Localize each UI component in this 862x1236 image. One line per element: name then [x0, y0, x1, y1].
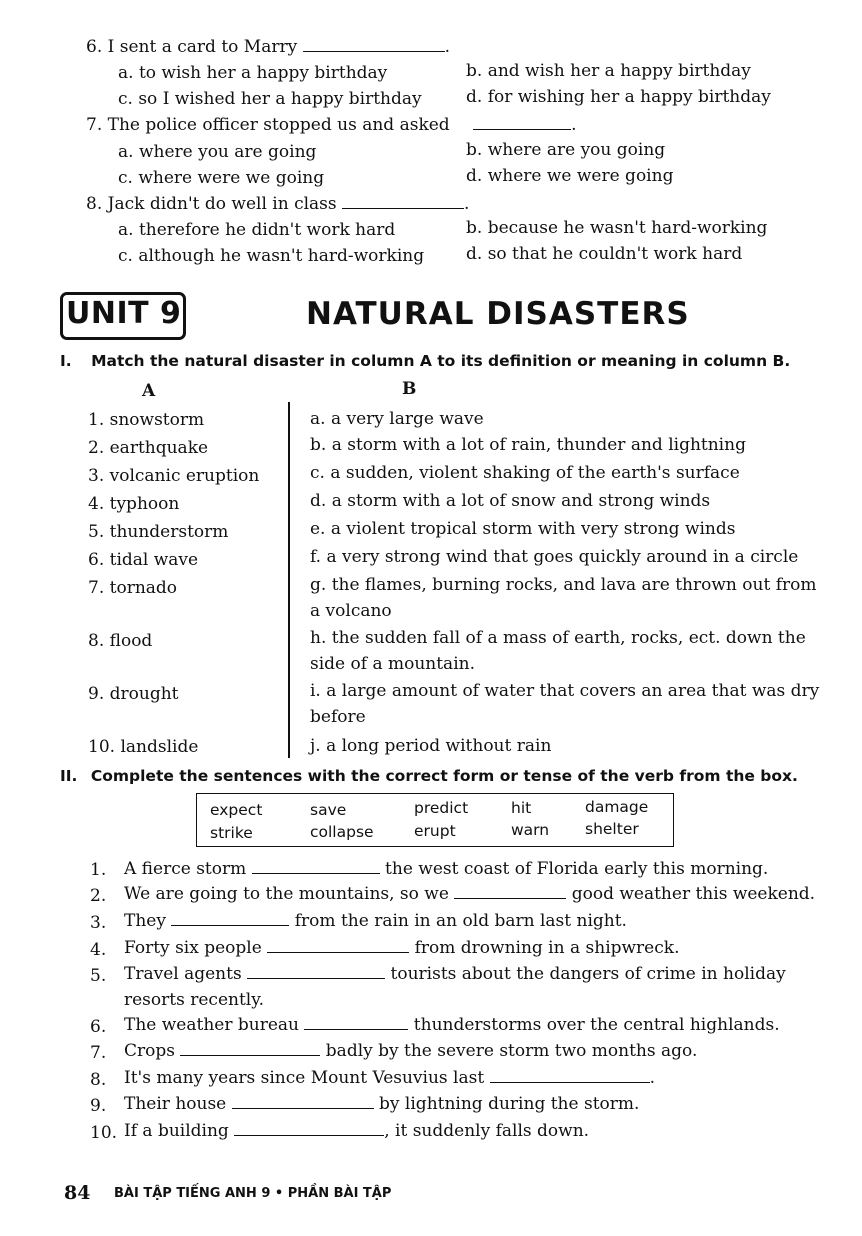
sentence-text-before: Travel agents	[124, 964, 242, 984]
sentence-3	[124, 911, 627, 931]
answer-blank	[232, 1094, 374, 1109]
sentence-number: 9.	[90, 1096, 107, 1116]
section-numeral: II.	[60, 767, 78, 785]
word-item: strike	[210, 824, 253, 842]
sentence-text-after: by lightning during the storm.	[379, 1094, 640, 1114]
list-item: b. a storm with a lot of rain, thunder and lightning	[310, 435, 746, 455]
word-item: warn	[511, 821, 550, 839]
answer-blank	[252, 859, 380, 874]
option-b: b. where are you going	[466, 140, 666, 160]
answer-blank	[171, 911, 289, 926]
option-d: d. where we were going	[466, 166, 674, 186]
sentence-number: 10.	[90, 1123, 118, 1143]
sentence-text-after: good weather this weekend.	[571, 884, 816, 904]
option-c: c. so I wished her a happy birthday	[118, 89, 422, 109]
definition-text: g. the flames, burning rocks, and lava are thrown out from a volcano	[310, 575, 817, 621]
sentence-8	[124, 1068, 655, 1088]
sentence-1	[124, 859, 768, 879]
option-c: c. where were we going	[118, 168, 325, 188]
sentence-text-after: from the rain in an old barn last night.	[294, 911, 627, 931]
list-item: a. a very large wave	[310, 409, 484, 429]
sentence-text-before: A fierce storm	[124, 859, 247, 879]
word-item: save	[310, 801, 347, 819]
list-item: 3. volcanic eruption	[88, 466, 260, 486]
list-item: e. a violent tropical storm with very strong winds	[310, 519, 736, 539]
question-stem: The police officer stopped us and asked	[107, 115, 450, 135]
sentence-number: 8.	[90, 1070, 107, 1090]
list-item	[310, 572, 830, 624]
sentence-4	[124, 938, 679, 958]
sentence-number: 4.	[90, 940, 107, 960]
column-b-heading: B	[402, 379, 417, 399]
sentence-text-after: badly by the severe storm two months ago.	[325, 1041, 698, 1061]
answer-blank	[303, 37, 445, 52]
sentence-text-before: We are going to the mountains, so we	[124, 884, 449, 904]
unit-title: NATURAL DISASTERS	[306, 296, 690, 332]
column-a-heading: A	[142, 381, 156, 401]
list-item: j. a long period without rain	[310, 736, 552, 756]
section-numeral: I.	[60, 352, 72, 370]
option-d: d. so that he couldn't work hard	[466, 244, 743, 264]
footer-title: BÀI TẬP TIẾNG ANH 9 • PHẦN BÀI TẬP	[114, 1186, 392, 1201]
word-item: collapse	[310, 823, 374, 841]
answer-blank	[454, 884, 566, 899]
sentence-6	[124, 1015, 780, 1035]
list-item: d. a storm with a lot of snow and strong winds	[310, 491, 711, 511]
sentence-number: 1.	[90, 860, 107, 880]
answer-blank	[342, 194, 464, 209]
section-1-heading	[60, 352, 790, 370]
option-a: a. therefore he didn't work hard	[118, 220, 396, 240]
sentence-text-before: Crops	[124, 1041, 175, 1061]
list-item: 10. landslide	[88, 737, 199, 757]
option-b: b. because he wasn't hard-working	[466, 218, 768, 238]
sentence-text-after: thunderstorms over the central highlands.	[413, 1015, 780, 1035]
sentence-2	[124, 884, 815, 904]
question-tail: .	[464, 194, 470, 214]
sentence-number: 7.	[90, 1043, 107, 1063]
sentence-text-before: Forty six people	[124, 938, 262, 958]
sentence-9	[124, 1094, 639, 1114]
option-a: a. to wish her a happy birthday	[118, 63, 388, 83]
list-item: 1. snowstorm	[88, 410, 205, 430]
word-item: erupt	[414, 822, 456, 840]
answer-blank	[267, 938, 409, 953]
question-stem: I sent a card to Marry	[107, 37, 298, 57]
question-tail: .	[444, 37, 451, 57]
definition-text: h. the sudden fall of a mass of earth, rocks, ect. down the side of a mountain.	[310, 628, 806, 674]
answer-blank	[247, 964, 385, 979]
answer-blank	[473, 115, 571, 130]
answer-blank	[304, 1015, 408, 1030]
sentence-text-after: from drowning in a shipwreck.	[414, 938, 680, 958]
section-instruction: Match the natural disaster in column A to its definition or meaning in column B.	[91, 352, 791, 370]
list-item	[310, 678, 830, 730]
sentence-number: 5.	[90, 966, 107, 986]
option-d: d. for wishing her a happy birthday	[466, 87, 771, 107]
word-item: predict	[414, 799, 469, 817]
question-8	[86, 194, 469, 214]
word-item: hit	[511, 799, 532, 817]
sentence-text-before: Their house	[124, 1094, 227, 1114]
sentence-text-after: .	[649, 1068, 655, 1088]
question-number: 6.	[86, 37, 103, 57]
page-number: 84	[64, 1182, 91, 1204]
question-number: 7.	[86, 115, 103, 135]
word-item: expect	[210, 801, 263, 819]
option-c: c. although he wasn't hard-working	[118, 246, 425, 266]
option-a: a. where you are going	[118, 142, 317, 162]
section-2-heading	[60, 767, 798, 785]
column-divider	[288, 402, 290, 758]
sentence-number: 2.	[90, 886, 107, 906]
answer-blank	[234, 1121, 384, 1136]
word-item: damage	[585, 798, 649, 816]
list-item: 6. tidal wave	[88, 550, 199, 570]
sentence-text-after: , it suddenly falls down.	[384, 1121, 590, 1141]
question-stem: Jack didn't do well in class	[107, 194, 337, 214]
sentence-text-after: tourists about the dangers of crime in holiday	[390, 964, 786, 984]
list-item: 8. flood	[88, 631, 153, 651]
sentence-text-before: They	[124, 911, 166, 931]
unit-label: UNIT 9	[66, 296, 182, 331]
list-item	[310, 625, 830, 677]
sentence-text-before: If a building	[124, 1121, 229, 1141]
question-6	[86, 37, 450, 57]
list-item: f. a very strong wind that goes quickly around in a circle	[310, 547, 799, 567]
question-number: 8.	[86, 194, 103, 214]
sentence-5-continuation: resorts recently.	[124, 990, 264, 1010]
question-tail: .	[571, 115, 577, 135]
list-item: 7. tornado	[88, 578, 178, 598]
sentence-number: 6.	[90, 1017, 107, 1037]
sentence-10	[124, 1121, 589, 1141]
option-b: b. and wish her a happy birthday	[466, 61, 751, 81]
list-item: 5. thunderstorm	[88, 522, 229, 542]
sentence-number: 3.	[90, 913, 107, 933]
definition-text: i. a large amount of water that covers an area that was dry before	[310, 681, 820, 727]
sentence-text-before: It's many years since Mount Vesuvius last	[124, 1068, 485, 1088]
sentence-text-after: the west coast of Florida early this morning.	[385, 859, 769, 879]
word-item: shelter	[585, 820, 639, 838]
answer-blank	[490, 1068, 650, 1083]
sentence-text-before: The weather bureau	[124, 1015, 299, 1035]
answer-blank	[180, 1041, 320, 1056]
list-item: c. a sudden, violent shaking of the earth's surface	[310, 463, 740, 483]
list-item: 9. drought	[88, 684, 179, 704]
list-item: 2. earthquake	[88, 438, 209, 458]
question-7	[86, 115, 577, 135]
sentence-5	[124, 964, 786, 984]
section-instruction: Complete the sentences with the correct form or tense of the verb from the box.	[90, 767, 798, 785]
list-item: 4. typhoon	[88, 494, 180, 514]
sentence-7	[124, 1041, 697, 1061]
